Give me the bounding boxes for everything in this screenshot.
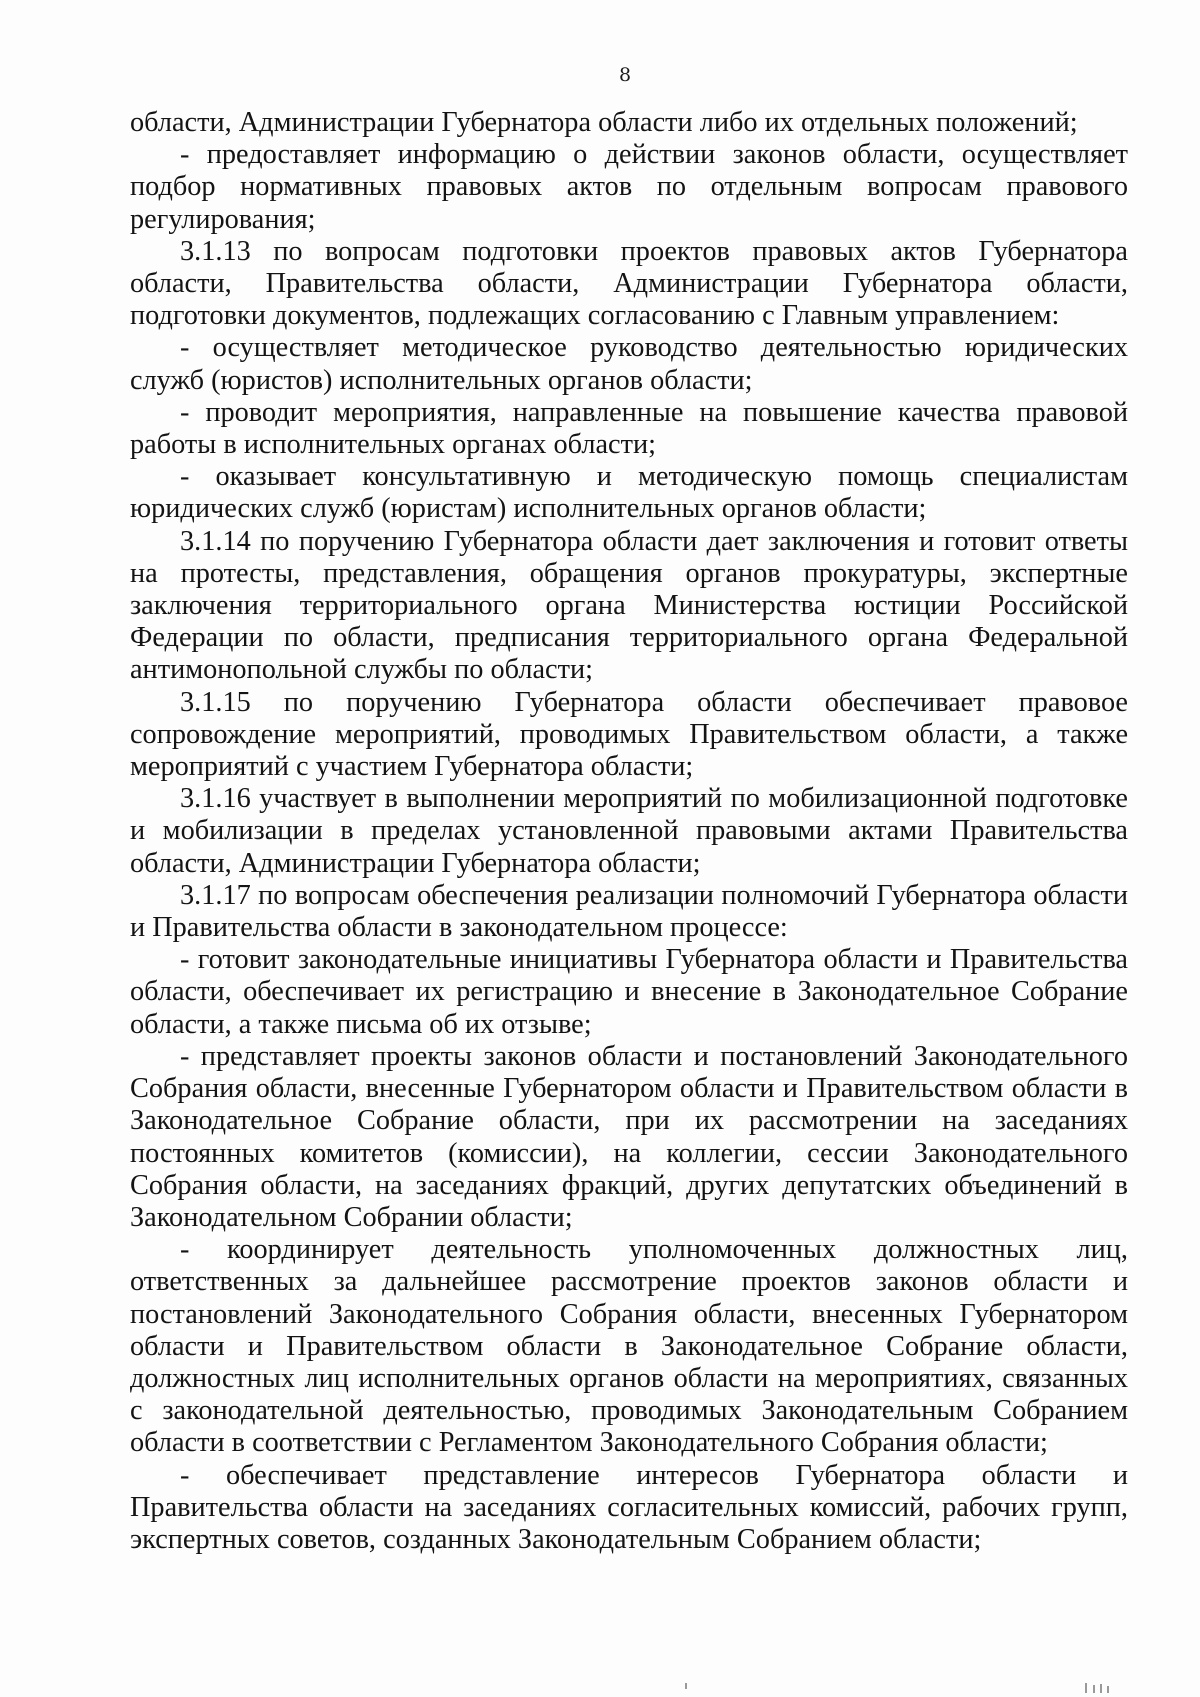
scan-mark [1100, 1684, 1102, 1693]
scan-mark [1085, 1683, 1087, 1693]
paragraph-1: области, Администрации Губернатора области либо их отдельных положений; [130, 107, 1078, 138]
page-number: 8 [618, 64, 632, 86]
paragraph-4: - осуществляет методическое руководство деятельностью юридических служб (юристов) исполнительных органов области; [130, 332, 1128, 396]
scan-mark [1107, 1686, 1109, 1693]
paragraph-13: - координирует деятельность уполномоченных должностных лиц, ответственных за дальнейшее рассмотрение проектов законов области и постановлений Законодательного Собрания области, внесенных Губернатором области и Правительством области в Законодательное Собрание области, должностных лиц исполнительных органов области на мероприятиях, связанных с законодательной деятельностью, проводимых Законодательным Собранием области в соответствии с Регламентом Законодательного Собрания области; [130, 1234, 1128, 1459]
document-body [130, 107, 1128, 1556]
paragraph-3-1-14: 3.1.14 по поручению Губернатора области дает заключения и готовит ответы на протесты, представления, обращения органов прокуратуры, экспертные заключения территориального органа Министерства юстиции Российской Федерации по области, предписания территориального органа Федеральной антимонопольной службы по области; [130, 525, 1128, 686]
paragraph-3-1-13: 3.1.13 по вопросам подготовки проектов правовых актов Губернатора области, Правительства области, Администрации Губернатора области, подготовки документов, подлежащих согласованию с Главным управлением: [130, 235, 1128, 332]
paragraph-3-1-17: 3.1.17 по вопросам обеспечения реализации полномочий Губернатора области и Правительства области в законодательном процессе: [130, 879, 1128, 944]
paragraph-2: - предоставляет информацию о действии законов области, осуществляет подбор нормативных правовых актов по отдельным вопросам правового регулирования; [130, 139, 1128, 235]
scan-mark [1093, 1685, 1095, 1693]
paragraph-3-1-15: 3.1.15 по поручению Губернатора области обеспечивает правовое сопровождение мероприятий, проводимых Правительством области, а также мероприятий с участием Губернатора области; [130, 686, 1128, 783]
paragraph-6: - оказывает консультативную и методическую помощь специалистам юридических служб (юристам) исполнительных органов области; [130, 461, 1128, 525]
paragraph-5: - проводит мероприятия, направленные на повышение качества правовой работы в исполнительных органах области; [130, 396, 1128, 461]
paragraph-14: - обеспечивает представление интересов Губернатора области и Правительства области на заседаниях согласительных комиссий, рабочих групп, экспертных советов, созданных Законодательным Собранием области; [130, 1459, 1128, 1555]
scan-mark [685, 1683, 687, 1689]
paragraph-3-1-16: 3.1.16 участвует в выполнении мероприятий по мобилизационной подготовке и мобилизации в пределах установленной правовыми актами Правительства области, Администрации Губернатора области; [130, 783, 1128, 879]
paragraph-12: - представляет проекты законов области и постановлений Законодательного Собрания области, внесенные Губернатором области и Правительством области в Законодательное Собрание области, при их рассмотрении на заседаниях постоянных комитетов (комиссии), на коллегии, сессии Законодательного Собрания области, на заседаниях фракций, других депутатских объединений в Законодательном Собрании области; [130, 1040, 1128, 1233]
paragraph-11: - готовит законодательные инициативы Губернатора области и Правительства области, обеспечивает их регистрацию и внесение в Законодательное Собрание области, а также письма об их отзыве; [130, 944, 1128, 1040]
